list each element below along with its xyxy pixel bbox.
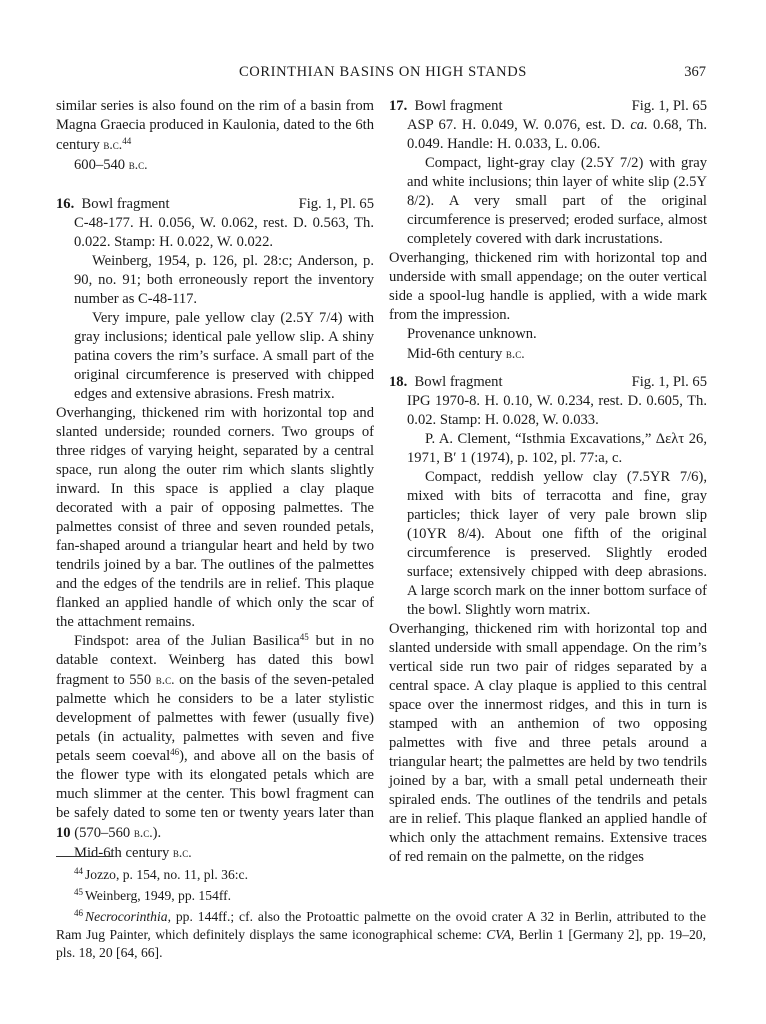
left-column: [56, 97, 374, 863]
entry-18-title: Bowl fragment: [414, 374, 503, 390]
entry-17-date: Mid-6th century b.c.: [407, 346, 525, 362]
entry-17-number: 17.: [389, 98, 408, 114]
entry-17-heading: [389, 97, 707, 116]
footnote-45: $^{45}$ Weinberg, 1949, pp. 154ff.: [74, 887, 232, 903]
entry-16-description: Overhanging, thickened rim with horizontal top and slanted underside; rounded corners. Two groups of three ridges of varying height, separated by a central space, run along the outer rim which slants slightly inward. In this space is applied a clay plaque decorated with a pair of opposing palmettes. The palmettes consist of three and seven rounded petals, fan-shaped around a triangular heart and held by two tendrils joined by a bar. The outlines of the palmettes and the edges of the tendrils are in relief. This plaque flanked an applied handle of which only the scar of the attachment remains.: [56, 405, 374, 630]
entry-16-fabric: Very impure, pale yellow clay (2.5Y 7/4) with gray inclusions; identical pale yellow slip. A shiny patina covers the rim’s surface. A small part of the original circumference is preserved with chipped edges and extensive abrasions. Fresh matrix.: [74, 310, 374, 402]
cross-ref-10[interactable]: 10: [56, 825, 71, 841]
intro-date: 600–540 b.c.: [74, 157, 148, 173]
entry-18-bibliography: P. A. Clement, “Isthmia Excavations,” Δελτ 26, 1971, B′ 1 (1974), p. 102, pl. 77:a, c.: [407, 431, 707, 466]
entry-18-figure-ref: Fig. 1, Pl. 65: [631, 374, 707, 390]
footnote-ref-44[interactable]: 44: [122, 136, 132, 146]
entry-16-heading: [56, 195, 374, 214]
entry-16-bibliography: Weinberg, 1954, p. 126, pl. 28:c; Anderson, p. 90, no. 91; both erroneously report the inventory number as C-48-117.: [74, 253, 374, 307]
entry-18-measurements: IPG 1970-8. H. 0.10, W. 0.234, rest. D. 0.605, Th. 0.02. Stamp: H. 0.028, W. 0.033.: [407, 393, 707, 428]
footnote-divider: [56, 856, 112, 857]
entry-16-number: 16.: [56, 196, 75, 212]
entry-16-figure-ref: Fig. 1, Pl. 65: [298, 196, 374, 212]
entry-17-figure-ref: Fig. 1, Pl. 65: [631, 98, 707, 114]
entry-17-title: Bowl fragment: [414, 98, 503, 114]
entry-16-findspot: Findspot: area of the Julian Basilica$^{45}$ but in no datable context. Weinberg has dated this bowl fragment to 550 b.c. on the basis of the seven-petaled palmette which he considers to be a later stylistic development of palmettes with fewer (usually five) petals (in actuality, palmettes with seven and five petals seem coeval$^{46}$), and above all on the basis of the flower type with its elongated petals which are much slimmer at the center. This bowl fragment can be safely dated to some ten or twenty years later than 10 (570–560 b.c.).: [56, 632, 374, 841]
entry-16-title: Bowl fragment: [81, 196, 170, 212]
entry-16-measurements: C-48-177. H. 0.056, W. 0.062, rest. D. 0.563, Th. 0.022. Stamp: H. 0.022, W. 0.022.: [74, 215, 374, 250]
footnote-ref-45[interactable]: 45: [299, 632, 309, 642]
entry-18-fabric: Compact, reddish yellow clay (7.5YR 7/6), mixed with bits of terracotta and fine, gray particles; thick layer of very pale brown slip (10YR 8/4). About one fifth of the original circumference is preserved. Slightly eroded surface; extensively chipped with deep abrasions. A large scorch mark on the inner bottom surface of the bowl. Slightly worn matrix.: [407, 469, 707, 618]
page-number: 367: [684, 64, 706, 80]
entry-18-heading: [389, 373, 707, 392]
footnote-46: $^{46}$ Necrocorinthia, pp. 144ff.; cf. also the Protoattic palmette on the ovoid crater A 32 in Berlin, attributed to the Ram Jug Painter, which definitely displays the same iconographical scheme: CVA, Berlin 1 [Germany 2], pp. 19–20, pls. 18, 20 [64, 66].: [56, 908, 706, 960]
footnote-44: $^{44}$ Jozzo, p. 154, no. 11, pl. 36:c.: [74, 866, 248, 882]
entry-16-date: Mid-6th century b.c.: [74, 845, 192, 861]
footnotes: [56, 866, 706, 965]
entry-17-provenance: Provenance unknown.: [407, 326, 537, 342]
entry-18-number: 18.: [389, 374, 408, 390]
entry-17-description: Overhanging, thickened rim with horizontal top and underside with small appendage; on the outer vertical side a spool-lug handle is applied, with a wide mark from the impression.: [389, 250, 707, 323]
entry-17-fabric: Compact, light-gray clay (2.5Y 7/2) with gray and white inclusions; thin layer of white slip (2.5Y 8/2). A very small part of the original circumference is preserved; eroded surface, almost completely covered with dark incrustations.: [407, 155, 707, 247]
running-header: CORINTHIAN BASINS ON HIGH STANDS: [239, 64, 527, 80]
entry-17-measurements: ASP 67. H. 0.049, W. 0.076, est. D. ca. 0.68, Th. 0.049. Handle: H. 0.033, L. 0.06.: [407, 117, 707, 152]
greek-journal-abbrev: Δελτ: [655, 431, 685, 447]
entry-18-description: Overhanging, thickened rim with horizontal top and slanted underside with small appendage. On the rim’s vertical side run two pair of ridges separated by a central space. A clay plaque is applied to this central space over the innermost ridges, and this in turn is stamped with an anthemion of two opposing palmettes with five and three petals around a triangular heart; the palmettes are held by two tendrils joined by a bar, with a small petal underneath their spiraled ends. The outlines of the tendrils and petals are in relief. This plaque flanked an applied handle of which only the attachment remains. Extensive traces of red remain on the palmette, on the ridges: [389, 621, 707, 865]
intro-paragraph: similar series is also found on the rim of a basin from Magna Graecia produced in Kaulonia, dated to the 6th century b.c.$^{44}$: [56, 98, 374, 153]
footnote-ref-46[interactable]: 46: [170, 747, 180, 757]
right-column: [389, 97, 707, 867]
